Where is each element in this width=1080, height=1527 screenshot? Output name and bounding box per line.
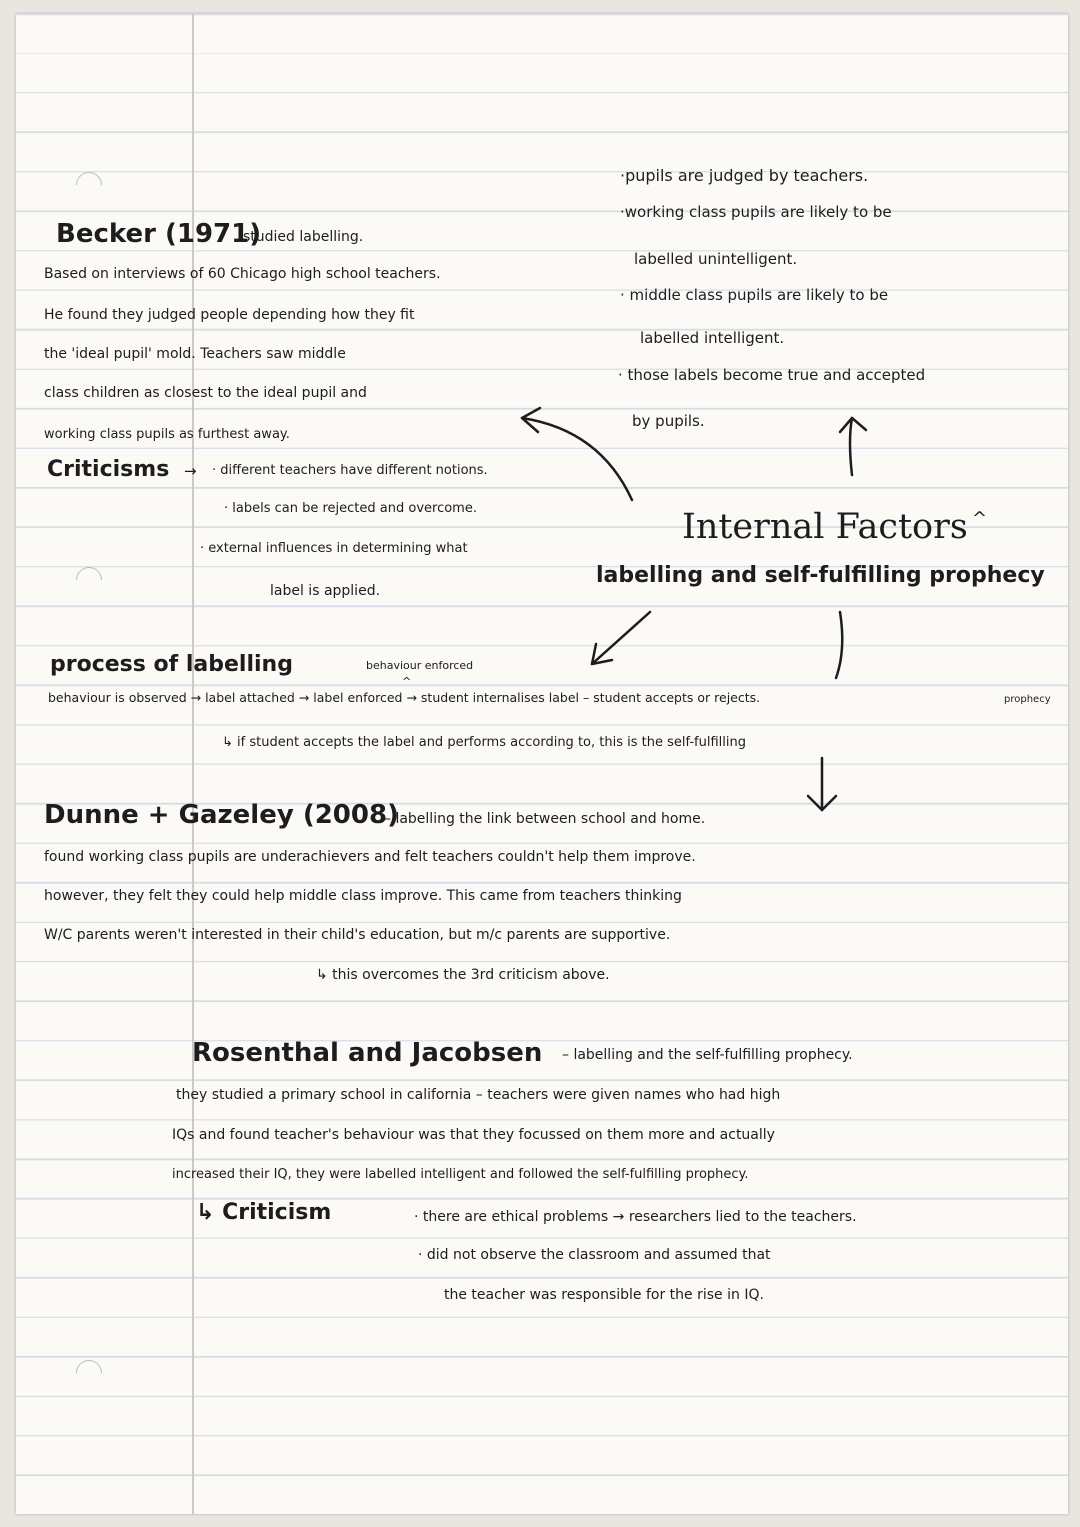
dunne-line: however, they felt they could help middle class improve. This came from teachers thinking bbox=[44, 888, 682, 904]
becker-line: working class pupils as furthest away. bbox=[44, 427, 290, 442]
arrow-to-bullets bbox=[850, 418, 852, 475]
becker-subtitle: studied labelling. bbox=[243, 229, 364, 245]
process-note: behaviour enforced bbox=[366, 659, 474, 672]
becker-line: class children as closest to the ideal pupil and bbox=[44, 385, 367, 401]
dunne-subtitle: – labelling the link between school and home. bbox=[384, 811, 706, 827]
rosenthal-line: IQs and found teacher's behaviour was that they focussed on them more and actually bbox=[172, 1127, 775, 1143]
arrow-to-process bbox=[592, 612, 650, 664]
rosenthal-title: Rosenthal and Jacobsen bbox=[192, 1038, 543, 1068]
rosenthal-criticism-cont: the teacher was responsible for the rise in IQ. bbox=[444, 1287, 764, 1303]
right-bullet-1: ·pupils are judged by teachers. bbox=[620, 166, 869, 185]
becker-title: Becker (1971) bbox=[56, 219, 262, 249]
becker-criticism-cont: label is applied. bbox=[270, 583, 381, 599]
rosenthal-subtitle: – labelling and the self-fulfilling prophecy. bbox=[562, 1047, 853, 1063]
dunne-title: Dunne + Gazeley (2008) bbox=[44, 800, 399, 830]
arrow-to-becker bbox=[522, 418, 632, 500]
rosenthal-criticism: · did not observe the classroom and assumed that bbox=[418, 1247, 771, 1263]
right-bullet-2-cont: labelled unintelligent. bbox=[634, 250, 798, 268]
page-title: Internal Factors bbox=[682, 507, 968, 547]
dunne-line: W/C parents weren't interested in their child's education, but m/c parents are supportive. bbox=[44, 927, 671, 943]
process-word: prophecy bbox=[1004, 694, 1051, 705]
becker-criticism: · external influences in determining what bbox=[200, 541, 468, 556]
dunne-line: found working class pupils are underachievers and felt teachers couldn't help them improve. bbox=[44, 849, 696, 865]
right-bullet-3-cont: labelled intelligent. bbox=[640, 329, 785, 347]
right-bullet-4: · those labels become true and accepted bbox=[618, 366, 926, 384]
process-chain: behaviour is observed → label attached → label enforced → student internalises label – student accepts or rejects. bbox=[48, 690, 761, 705]
rosenthal-criticism-label: ↳ Criticism bbox=[196, 1200, 332, 1225]
rosenthal-line: they studied a primary school in california – teachers were given names who had high bbox=[176, 1087, 781, 1103]
right-bullet-3: · middle class pupils are likely to be bbox=[620, 286, 889, 304]
arrow-glyph: → bbox=[184, 462, 197, 480]
decor-mark: ^ bbox=[972, 508, 988, 529]
rosenthal-line: increased their IQ, they were labelled intelligent and followed the self-fulfilling prophecy. bbox=[172, 1167, 749, 1182]
becker-line: Based on interviews of 60 Chicago high school teachers. bbox=[44, 266, 441, 282]
process-title: process of labelling bbox=[50, 652, 293, 677]
line-to-process bbox=[836, 612, 842, 678]
becker-criticisms-label: Criticisms bbox=[47, 457, 170, 482]
caret-glyph: ^ bbox=[402, 675, 412, 688]
becker-line: He found they judged people depending how they fit bbox=[44, 307, 415, 323]
becker-criticism: · different teachers have different notions. bbox=[212, 463, 488, 478]
becker-line: the 'ideal pupil' mold. Teachers saw middle bbox=[44, 346, 346, 362]
right-bullet-2: ·working class pupils are likely to be bbox=[620, 203, 892, 221]
process-branch: ↳ if student accepts the label and performs according to, this is the self-fulfilling bbox=[222, 735, 746, 750]
page-subtitle: labelling and self-fulfilling prophecy bbox=[596, 563, 1045, 588]
becker-criticism: · labels can be rejected and overcome. bbox=[224, 501, 477, 516]
right-bullet-4-cont: by pupils. bbox=[632, 412, 705, 430]
rosenthal-criticism: · there are ethical problems → researchers lied to the teachers. bbox=[414, 1209, 857, 1225]
dunne-note: ↳ this overcomes the 3rd criticism above. bbox=[316, 967, 610, 983]
arrow-head bbox=[840, 418, 866, 432]
